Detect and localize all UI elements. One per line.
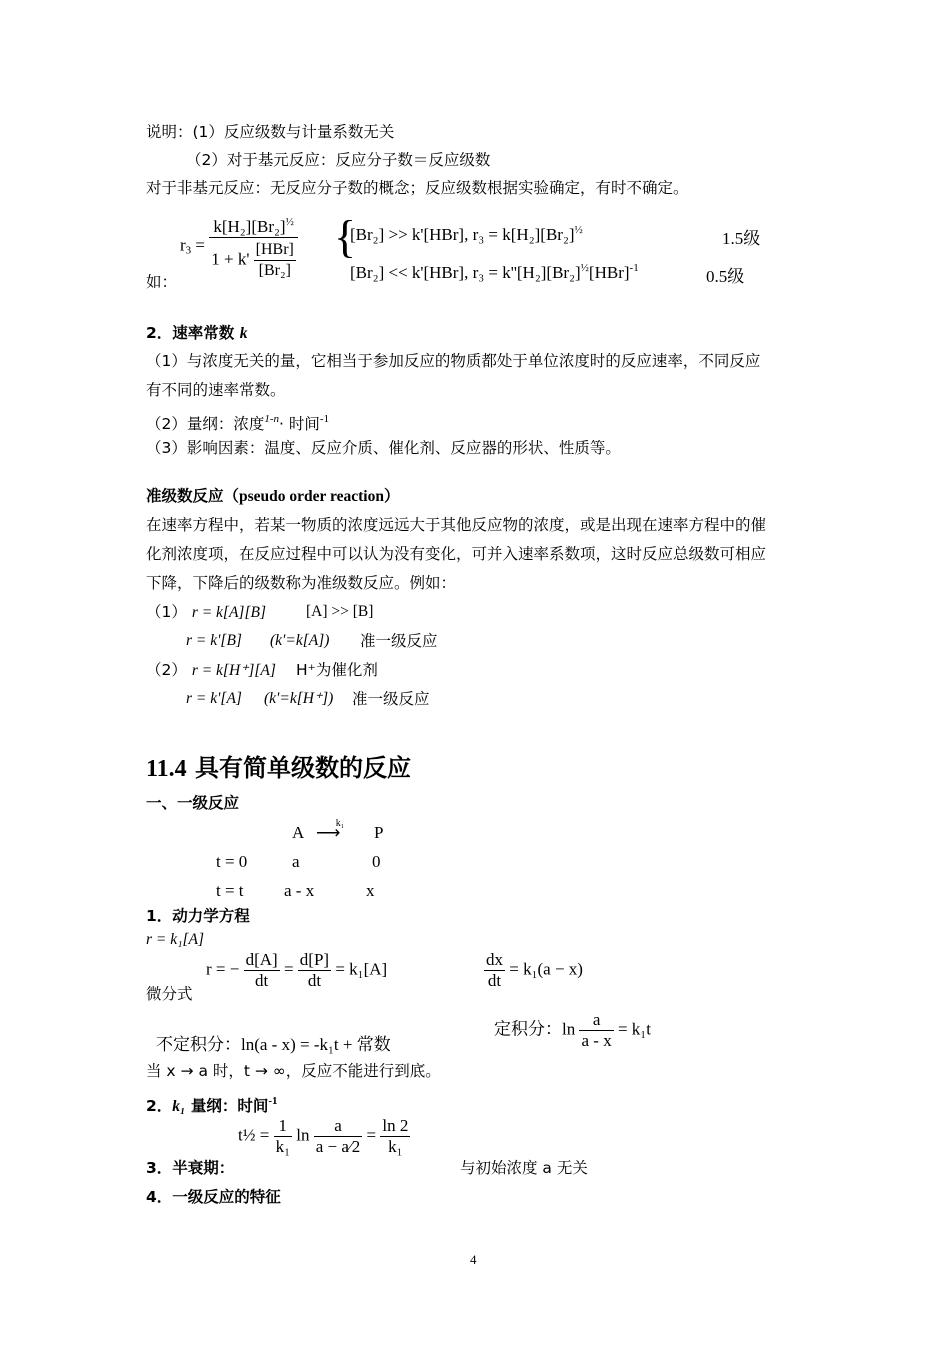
dim-exp: -1 (268, 1095, 278, 1107)
pseudo-example-1-label: （1） (146, 603, 187, 621)
page-number: 4 (470, 1252, 477, 1267)
dim-prefix: 2． (146, 1097, 173, 1115)
pseudo-example-2-eq: r = k[H⁺][A] (191, 662, 276, 679)
diff-rhs: = k₁[A] (335, 959, 388, 979)
r3-denominator: 1 + k' (211, 249, 250, 269)
half-life-heading: 3．半衰期： (146, 1159, 235, 1177)
def-num: a (579, 1010, 613, 1031)
example-label: 如： (146, 273, 178, 291)
half-f3-den: k₁ (388, 1137, 403, 1156)
rate-constant-p1-line1: （1）与浓度无关的量，它相当于参加反应的物质都处于单位浓度时的反应速率，不同反应 (146, 352, 761, 370)
diff2-dt: dt (487, 971, 502, 990)
r3-den-numerator: [HBr] (254, 240, 296, 261)
def-rhs: = k₁t (617, 1019, 651, 1039)
case-1-exp: ½ (574, 224, 583, 236)
dim-text: 量纲：时间 (185, 1097, 269, 1115)
pseudo-example-1b-k: (k'=k[A]) (270, 632, 330, 649)
pseudo-example-1 (146, 602, 266, 623)
t0-a: a (292, 852, 300, 871)
dim-k: k₁ (172, 1098, 186, 1115)
pseudo-line-2: 化剂浓度项，在反应过程中可以认为没有变化，可并入速率系数项，这时反应总级数可相应 (146, 545, 767, 563)
r3-numerator-exp: ½ (285, 216, 294, 228)
pseudo-example-2 (146, 660, 276, 681)
pseudo-example-2-cond: H⁺为催化剂 (296, 661, 378, 679)
tt-p: x (366, 881, 375, 900)
pseudo-example-2b-name: 准一级反应 (352, 690, 430, 708)
r3-lhs: r (180, 235, 186, 255)
rate-constant-p2 (146, 409, 329, 434)
pseudo-example-1-eq: r = k[A][B] (191, 604, 266, 621)
rate-constant-heading-text: 2．速率常数 (146, 324, 240, 342)
case-1 (350, 224, 583, 245)
features-heading: 4．一级反应的特征 (146, 1188, 281, 1206)
rate-constant-p1-line2: 有不同的速率常数。 (146, 381, 286, 399)
r3-den-denominator: [Br₂] (258, 262, 291, 279)
r3-formula: $r_3$ = $k[H_2][Br_2]^{\frac{1}{2}}$ 1 + k' $\frac{\text{[HBr]}}{\text{[Br₂]}}$ (180, 212, 298, 281)
rate-constant-heading (146, 323, 247, 344)
def-label: 定积分：ln (494, 1019, 576, 1039)
pseudo-example-2-label: （2） (146, 661, 187, 679)
half-f3-num: ln 2 (382, 1116, 409, 1135)
half-lhs: t½ = (238, 1125, 270, 1145)
case-1-order: 1.5级 (722, 229, 761, 248)
kinetic-heading: 1．动力学方程 (146, 907, 250, 925)
diff-dP: d[P] (299, 950, 330, 969)
note-line-1: 说明：(1）反应级数与计量系数无关 (146, 123, 395, 141)
differential-label: 微分式 (146, 985, 193, 1003)
dimension-exp-2: -1 (319, 413, 330, 425)
t0-label: t = 0 (216, 852, 248, 871)
reaction-A: A (292, 823, 305, 842)
reaction-arrow: ⟶ (316, 823, 341, 842)
rate-law: r = k₁[A] (146, 931, 205, 948)
case-2-exp: ½ (580, 262, 589, 274)
diff2-rhs: = k₁(a − x) (509, 959, 583, 979)
diff-dA: d[A] (245, 950, 278, 969)
half-ln: ln (296, 1125, 310, 1145)
case-2-expr: [Br₂] << k'[HBr], r₃ = k''[H₂][Br₂] (350, 263, 581, 282)
reaction-P: P (374, 823, 384, 842)
limit-statement: 当 x → a 时，t → ∞，反应不能进行到底。 (146, 1062, 441, 1080)
pseudo-heading-en: （pseudo order reaction） (223, 488, 400, 505)
cases-brace: { (334, 211, 357, 262)
diff-dt2: dt (307, 971, 322, 990)
subsection-first-order: 一、一级反应 (146, 794, 240, 812)
half-f2-num: a (314, 1116, 363, 1137)
half-eq: = (366, 1125, 377, 1145)
section-heading (146, 748, 411, 783)
r3-fraction (209, 212, 298, 281)
case-1-expr: [Br₂] >> k'[HBr], r₃ = k[H₂][Br₂] (350, 225, 575, 244)
dimension-prefix: （2）量纲：浓度 (146, 415, 265, 433)
half-life-note: 与初始浓度 a 无关 (460, 1159, 588, 1177)
pseudo-example-2b-k: (k'=k[H⁺]) (264, 690, 334, 707)
pseudo-example-2b-eq: r = k'[A] (186, 690, 242, 707)
reaction-k: k₁ (335, 818, 345, 829)
dimension-mid: · 时间 (279, 415, 320, 433)
indefinite-integral: 不定积分：ln(a - x) = -k₁t + 常数 (156, 1035, 391, 1054)
note-line-3: 对于非基元反应：无反应分子数的概念；反应级数根据实验确定，有时不确定。 (146, 179, 689, 197)
section-title: 具有简单级数的反应 (195, 754, 412, 782)
pseudo-heading (146, 486, 399, 507)
pseudo-line-3: 下降，下降后的级数称为准级数反应。例如： (146, 574, 457, 592)
r3-lhs-sub: 3 (185, 244, 192, 257)
def-den: a - x (581, 1031, 612, 1050)
tt-a: a - x (284, 881, 315, 900)
case-2-order: 0.5级 (706, 267, 745, 286)
case-2 (350, 262, 639, 283)
rate-constant-symbol: k (239, 325, 248, 342)
pseudo-line-1: 在速率方程中，若某一物质的浓度远远大于其他反应物的浓度，或是出现在速率方程中的催 (146, 516, 767, 534)
diff-r: r = − (206, 959, 240, 979)
definite-integral (494, 1010, 651, 1051)
diff2-dx: dx (486, 950, 503, 969)
tt-label: t = t (216, 881, 244, 900)
differential-equation-2 (484, 950, 583, 991)
pseudo-example-1b-eq: r = k'[B] (186, 632, 242, 649)
half-f2-den: a − a⁄2 (315, 1137, 361, 1156)
diff-dt: dt (255, 971, 269, 990)
pseudo-example-1b-name: 准一级反应 (360, 632, 438, 650)
r3-numerator: k[H₂][Br₂] (213, 217, 286, 236)
differential-equation: r = − $\frac{d[A]}{dt}$ = $\frac{d[P]}{dt}$ = k₁[A] (206, 950, 388, 990)
half-f1-den: k₁ (275, 1137, 290, 1156)
case-2-tail: [HBr] (588, 263, 630, 282)
pseudo-example-1-cond: [A] >> [B] (306, 603, 374, 620)
half-f1-num: 1 (274, 1116, 292, 1137)
pseudo-heading-cn: 准级数反应 (146, 487, 224, 505)
half-life-formula (238, 1116, 410, 1157)
t0-p: 0 (372, 852, 381, 871)
dimension-exp-1: 1-n (264, 413, 280, 425)
case-2-tail-exp: -1 (629, 262, 639, 274)
dimension-heading (146, 1091, 278, 1117)
section-number: 11.4 (146, 756, 187, 782)
rate-constant-p3: （3）影响因素：温度、反应介质、催化剂、反应器的形状、性质等。 (146, 439, 621, 457)
note-line-2: （2）对于基元反应：反应分子数＝反应级数 (186, 151, 491, 169)
